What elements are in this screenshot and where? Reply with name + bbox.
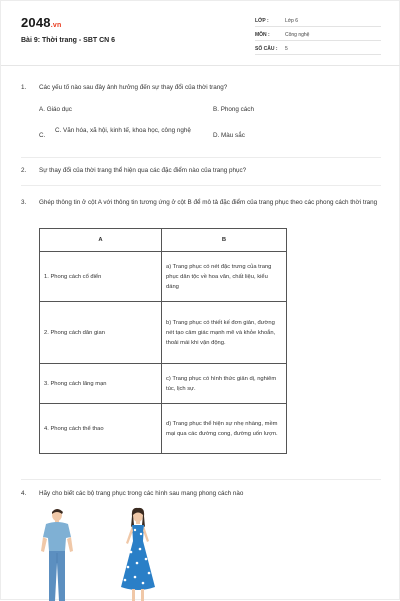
logo-text: 2048 <box>21 15 51 30</box>
cell-b: c) Trang phục có hình thức giản dị, nghiêm túc, lịch sự. <box>162 364 287 404</box>
woman-floral-dress-figure <box>113 507 163 601</box>
meta-row-subject <box>255 28 381 41</box>
question-divider <box>21 479 381 480</box>
logo-suffix: .vn <box>50 22 62 29</box>
option-text: B. Phong cách <box>213 106 254 113</box>
question-3 <box>1 198 400 218</box>
table-row <box>40 302 287 364</box>
meta-key: LỚP : <box>255 18 269 24</box>
table-row <box>40 364 287 404</box>
cell-b: d) Trang phục thể hiện sự nhẹ nhàng, mềm mại qua các đường cong, đường uốn lượn. <box>162 404 287 454</box>
question-number: 1. <box>21 84 27 91</box>
question-text: Sự thay đổi của thời trang thể hiện qua các đặc điểm nào của trang phục? <box>39 167 247 174</box>
cell-a: 3. Phong cách lãng mạn <box>40 364 162 404</box>
meta-value: Công nghệ <box>285 32 310 38</box>
option-letter: C. <box>39 132 46 139</box>
meta-row-class <box>255 14 381 27</box>
table-header-row <box>40 229 287 252</box>
option-text: A. Giáo dục <box>39 106 72 113</box>
option-text: D. Màu sắc <box>213 132 245 139</box>
question-number: 2. <box>21 167 27 174</box>
column-header-a: A <box>40 229 162 252</box>
option-c[interactable] <box>39 126 209 146</box>
meta-key: MÔN : <box>255 32 270 38</box>
question-number: 3. <box>21 199 27 206</box>
meta-row-count <box>255 42 381 55</box>
meta-key: SỐ CÂU : <box>255 46 278 52</box>
table-row <box>40 252 287 302</box>
question-divider <box>21 157 381 158</box>
matching-table <box>39 228 287 454</box>
question-text: Ghép thông tin ở cột A với thông tin tương ứng ở cột B để mô tả đặc điểm của trang phục theo các phong cách thời trang <box>39 199 378 206</box>
meta-value: Lớp 6 <box>285 18 299 24</box>
option-d[interactable] <box>213 131 383 141</box>
table-row <box>40 404 287 454</box>
question-text: Hãy cho biết các bộ trang phục trong các hình sau mang phong cách nào <box>39 490 244 497</box>
cell-b: b) Trang phục có thiết kế đơn giản, đường nét tạo cảm giác mạnh mẽ và khỏe khoắn, thoải mái khi vận động. <box>162 302 287 364</box>
option-text: C. Văn hóa, xã hội, kinh tế, khoa học, công nghệ <box>55 127 191 134</box>
meta-value: 5 <box>285 46 288 52</box>
question-2 <box>1 166 400 176</box>
document-header <box>1 1 400 63</box>
question-text: Các yếu tố nào sau đây ảnh hưởng đến sự thay đổi của thời trang? <box>39 84 228 91</box>
header-divider <box>1 65 400 66</box>
document-title: Bài 9: Thời trang - SBT CN 6 <box>21 37 116 44</box>
column-header-b: B <box>162 229 287 252</box>
question-number: 4. <box>21 490 27 497</box>
option-b[interactable] <box>213 105 383 115</box>
question-1 <box>1 83 400 93</box>
cell-b: a) Trang phục có nét đặc trưng của trang phục dân tộc về hoa văn, chất liệu, kiểu dáng <box>162 252 287 302</box>
man-casual-outfit-figure <box>37 507 81 601</box>
option-a[interactable] <box>39 105 209 115</box>
question-4 <box>1 489 400 499</box>
site-logo[interactable] <box>21 15 61 30</box>
cell-a: 4. Phong cách thể thao <box>40 404 162 454</box>
cell-a: 2. Phong cách dân gian <box>40 302 162 364</box>
question-divider <box>21 185 381 186</box>
cell-a: 1. Phong cách cổ điển <box>40 252 162 302</box>
